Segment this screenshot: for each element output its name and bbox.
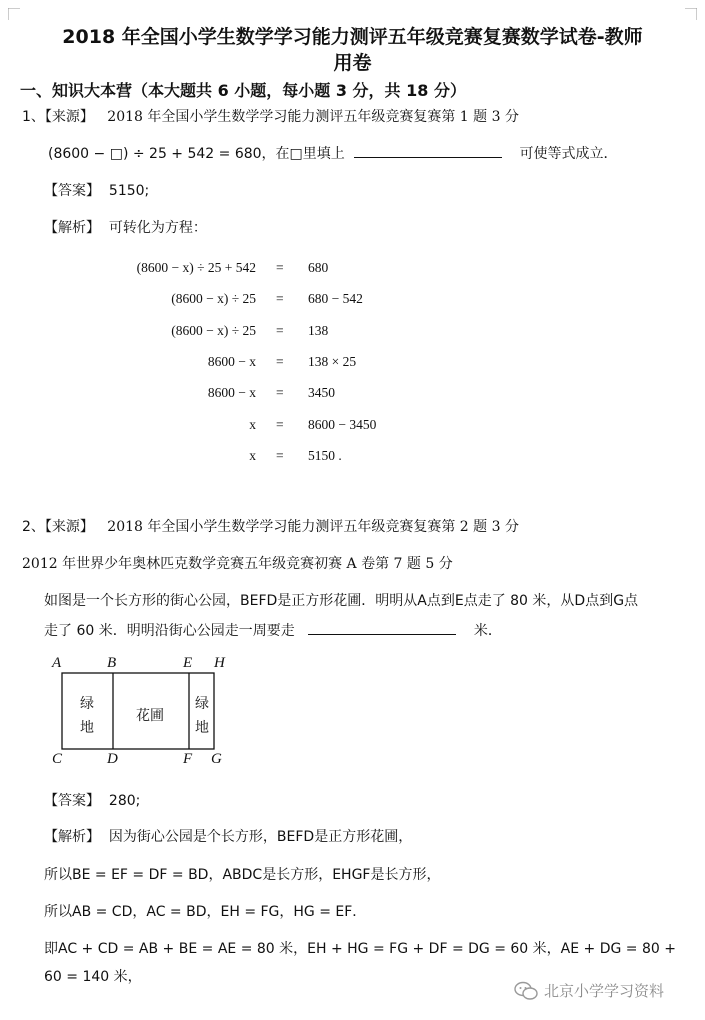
equation-lhs: (8600 − x) ÷ 25 (171, 322, 256, 338)
watermark (514, 980, 664, 1001)
q2-answer: 280; (108, 793, 141, 809)
section-header: 一、知识大本营（本大题共 6 小题，每小题 3 分，共 18 分） (20, 81, 466, 100)
q2-stem-text: 走了 60 米．明明沿街心公园走一周要走 (44, 623, 295, 639)
label-d: D (107, 751, 118, 767)
flower-bed: 花圃 (136, 708, 164, 724)
label-f: F (183, 751, 193, 767)
green-area-left-2: 地 (80, 720, 94, 736)
page-corner-mark (685, 8, 697, 20)
equation-lhs: x (249, 447, 256, 463)
q1-analysis-line (44, 217, 207, 237)
q2-source: 2018 年全国小学生数学学习能力测评五年级竞赛复赛第 2 题 3 分 (107, 519, 519, 535)
green-area-right-1: 绿 (195, 696, 209, 712)
page-corner-mark (8, 8, 20, 20)
page-title-continued: 用卷 (333, 52, 372, 74)
q2-number: 2、 (22, 519, 45, 535)
q1-analysis: 可转化为方程： (108, 220, 207, 236)
green-area-left-1: 绿 (80, 696, 94, 712)
equation-lhs: 8600 − x (207, 385, 256, 401)
q2-answer-line (44, 790, 140, 810)
q2-stem-suffix: 米． (473, 623, 502, 639)
equation-equals: = (276, 385, 284, 401)
equation-rhs: 680 (308, 260, 329, 275)
q2-stem-line1: 如图是一个长方形的街心公园，BEFD是正方形花圃．明明从A点到E点走了 80 米，从D点到G点 (44, 593, 639, 609)
page-title: 2018 年全国小学生数学学习能力测评五年级竞赛复赛数学试卷-教师 (62, 26, 643, 48)
q1-stem-text: (8600 − □) ÷ 25 + 542 = 680，在□里填上 (48, 146, 345, 162)
q2-answer-tag: 【答案】 (44, 793, 100, 809)
q1-stem-suffix: 可使等式成立． (519, 146, 618, 162)
q2-analysis: 因为街心公园是个长方形，BEFD是正方形花圃， (108, 829, 413, 845)
q2-stem-line2 (44, 620, 502, 640)
q1-answer-line (44, 180, 149, 200)
q1-answer-blank (354, 156, 502, 158)
q2-source-line (22, 516, 519, 536)
q2-reasoning-3: 即AC + CD = AB + BE = AE = 80 米，EH + HG = FG + DF = DG = 60 米，AE + DG = 80 + (44, 941, 676, 957)
green-area-right-2: 地 (195, 720, 209, 736)
watermark-text: 北京小学学习资料 (544, 982, 665, 1000)
label-h: H (214, 655, 225, 671)
q2-source-tag: 【来源】 (44, 519, 94, 535)
q1-source-line (22, 106, 519, 126)
wechat-icon (514, 981, 538, 1001)
label-c: C (52, 751, 63, 767)
q2-reasoning-4: 60 = 140 米， (44, 969, 142, 985)
equation-rhs: 138 × 25 (308, 353, 357, 369)
label-b: B (107, 655, 117, 671)
q1-answer: 5150; (108, 183, 150, 199)
equation-equals: = (276, 322, 284, 338)
q2-answer-blank (308, 633, 456, 635)
q2-reasoning-2: 所以AB = CD，AC = BD，EH = FG，HG = EF． (44, 904, 367, 920)
equation-rhs: 5150 . (308, 447, 342, 463)
equation-lhs: (8600 − x) ÷ 25 + 542 (136, 260, 256, 275)
equation-rhs: 3450 (308, 385, 335, 401)
equation-rhs: 8600 − 3450 (308, 416, 377, 432)
equation-equals: = (276, 353, 284, 369)
equation-lhs: 8600 − x (207, 353, 256, 369)
q1-source: 2018 年全国小学生数学学习能力测评五年级竞赛复赛第 1 题 3 分 (107, 109, 519, 125)
equation-equals: = (276, 260, 284, 275)
label-g: G (211, 751, 222, 767)
park-figure (44, 655, 244, 770)
q1-stem (48, 143, 618, 163)
q1-analysis-tag: 【解析】 (44, 220, 100, 236)
label-e: E (183, 655, 193, 671)
q1-source-tag: 【来源】 (44, 109, 94, 125)
equation-lhs: (8600 − x) ÷ 25 (171, 291, 256, 307)
q2-reasoning-1: 所以BE = EF = DF = BD，ABDC是长方形，EHGF是长方形， (44, 867, 441, 883)
q1-answer-tag: 【答案】 (44, 183, 100, 199)
q2-source-secondary: 2012 年世界少年奥林匹克数学竞赛五年级竞赛初赛 A 卷第 7 题 5 分 (22, 556, 453, 572)
equation-equals: = (276, 447, 284, 463)
label-a: A (52, 655, 62, 671)
equation-rhs: 680 − 542 (308, 291, 363, 307)
equation-equals: = (276, 291, 284, 307)
q2-analysis-tag: 【解析】 (44, 829, 100, 845)
equation-rhs: 138 (308, 322, 329, 338)
q2-analysis-line (44, 826, 412, 846)
equation-lhs: x (249, 416, 256, 432)
equation-equals: = (276, 416, 284, 432)
q1-number: 1、 (22, 109, 45, 125)
